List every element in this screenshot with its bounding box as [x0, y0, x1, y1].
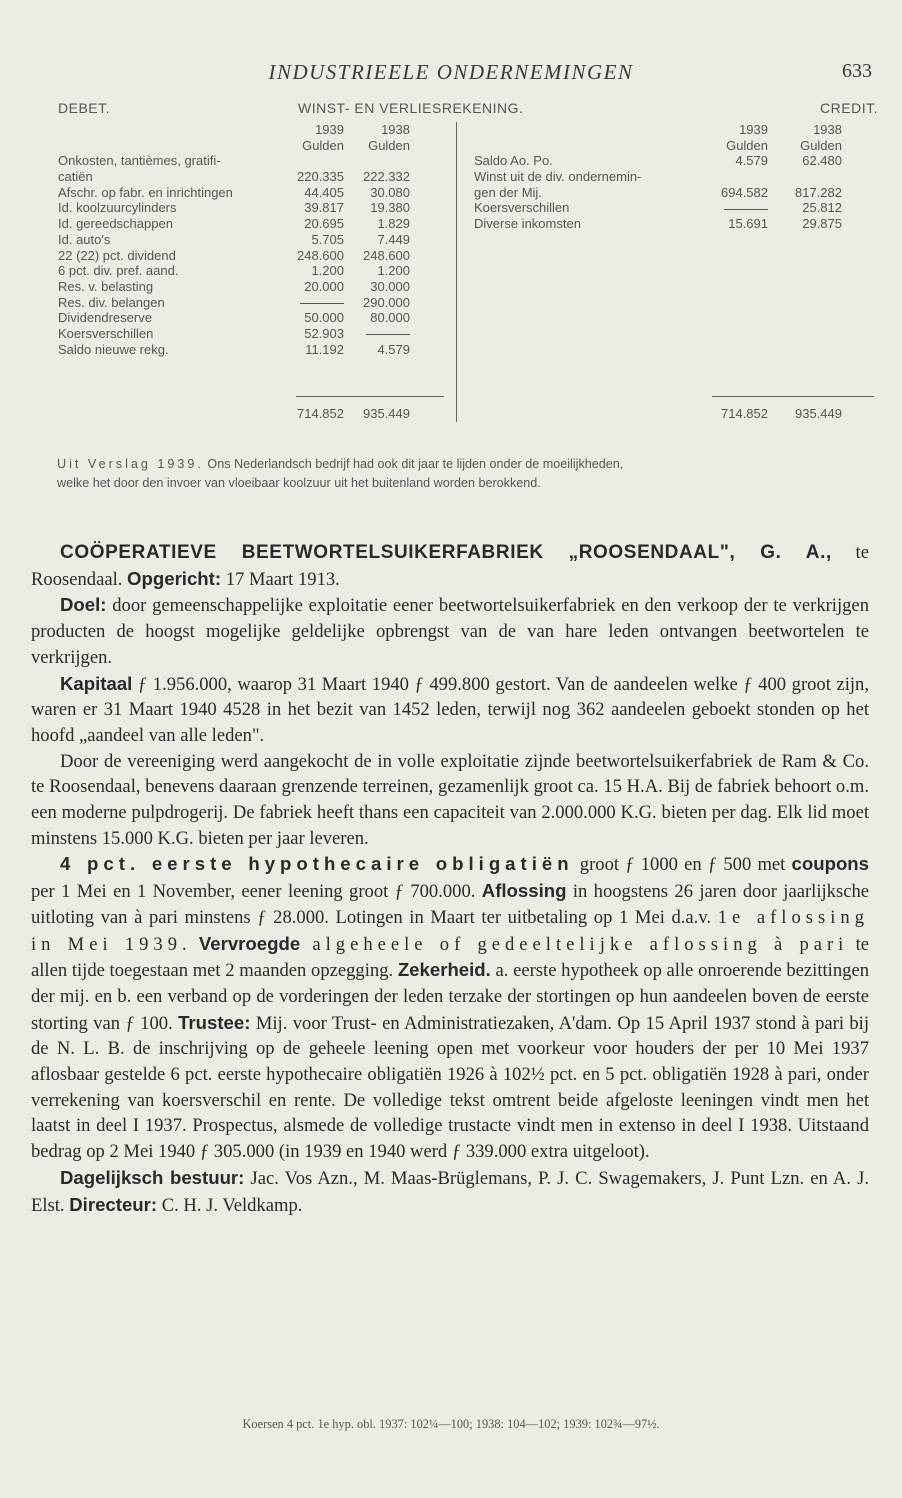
credit-value-1938: 25.812 [802, 200, 842, 216]
entry-factory: Door de vereeniging werd aangekocht de in volle exploitatie zijnde beetwortelsuikerfabriek de Ram & Co. te Roosendaal, benevens daaraan grenzende terreinen, gezamenlijk groot ca. 15 H.A. Bij de fabriek behoort o.m. een moderne pulpdrogerij. De fabriek heeft thans een capaciteit van 2.000.000 K.G. bieten per dag. Elk lid moet minstens 15.000 K.G. bieten per jaar leveren. [31, 750, 869, 849]
credit-value-1938 [786, 169, 842, 185]
debit-value-1938: 1.829 [377, 216, 410, 232]
debit-item-label: Id. gereedschappen [58, 216, 173, 232]
credit-item-label: Koersverschillen [474, 200, 570, 216]
credit-value-1939 [718, 200, 768, 216]
report-note [57, 455, 877, 493]
debit-value-1939: 248.600 [297, 247, 344, 263]
credit-values-1938 [786, 153, 842, 231]
debit-item-label: Dividendreserve [58, 310, 152, 326]
credit-value-1939: 694.582 [721, 184, 768, 200]
company-name: COÖPERATIEVE BEETWORTELSUIKERFABRIEK „ROOSENDAAL", G. A., [60, 542, 832, 563]
debit-value-1939 [294, 153, 344, 169]
credit-item-label: Diverse inkomsten [474, 216, 581, 232]
debit-item-label: Saldo nieuwe rekg. [58, 341, 169, 357]
credit-value-1938: 29.875 [802, 216, 842, 232]
debit-value-1939: 20.695 [304, 216, 344, 232]
debit-value-1938: 4.579 [377, 341, 410, 357]
credit-total-1939: 714.852 [721, 406, 768, 421]
debit-value-1939 [294, 295, 344, 311]
page-number: 633 [842, 60, 872, 82]
credit-item-label: gen der Mij. [474, 184, 542, 200]
price-footnote: Koersen 4 pct. 1e hyp. obl. 1937: 102¼—100; 1938: 104—102; 1939: 102¾—97½. [242, 1417, 660, 1431]
debit-total-1938: 935.449 [363, 406, 410, 421]
debit-value-1938: 19.380 [370, 200, 410, 216]
debit-item-label: catiën [58, 169, 93, 185]
debit-item-label: Id. koolzuurcylinders [58, 200, 177, 216]
debit-year-1939-header: 1939 Gulden [302, 122, 344, 153]
debit-total-rule [296, 396, 444, 397]
debit-value-1938: 80.000 [370, 310, 410, 326]
debit-value-1939: 1.200 [311, 263, 344, 279]
debit-value-1938 [356, 326, 410, 342]
debit-value-1939: 220.335 [297, 169, 344, 185]
nil-dash [300, 303, 344, 304]
note-lead: Uit Verslag 1939. [57, 457, 204, 471]
debit-item-label: 22 (22) pct. dividend [58, 247, 176, 263]
debit-value-1939: 5.705 [311, 231, 344, 247]
debit-value-1939: 11.192 [305, 341, 344, 357]
debit-value-1938: 1.200 [377, 263, 410, 279]
credit-item-label: Winst uit de div. ondernemin- [474, 169, 642, 185]
profit-loss-account [58, 100, 878, 425]
running-head-title: INDUSTRIEELE ONDERNEMINGEN [268, 60, 634, 84]
debit-value-1938: 30.080 [370, 184, 410, 200]
debit-values-1939 [294, 153, 344, 357]
debit-item-label: 6 pct. div. pref. aand. [58, 263, 179, 279]
note-text-2: welke het door den invoer van vloeibaar koolzuur uit het buitenland worden berokkend. [57, 476, 541, 490]
ledger-divider [456, 122, 457, 422]
debit-value-1938: 248.600 [363, 247, 410, 263]
nil-dash [366, 334, 410, 335]
debit-item-label: Afschr. op fabr. en inrichtingen [58, 184, 233, 200]
credit-year-1939-header: 1939 Gulden [726, 122, 768, 153]
entry-intro: COÖPERATIEVE BEETWORTELSUIKERFABRIEK „ROOSENDAAL", G. A., te Roosendaal. Opgericht: 17 Maart 1913. [31, 542, 869, 590]
running-head [0, 60, 902, 88]
credit-total-rule [712, 396, 874, 397]
debit-values-1938 [356, 153, 410, 357]
debit-value-1939: 39.817 [304, 200, 344, 216]
credit-labels [474, 153, 719, 231]
note-text-1: Ons Nederlandsch bedrijf had ook dit jaar te lijden onder de moeilijkheden, [203, 457, 624, 471]
credit-value-1939: 15.691 [728, 216, 768, 232]
ledger-title: WINST- EN VERLIESREKENING. [298, 100, 524, 116]
credit-item-label: Saldo Ao. Po. [474, 153, 553, 169]
debit-value-1939: 52.903 [304, 325, 344, 341]
credit-values-1939 [718, 153, 768, 231]
credit-value-1938: 817.282 [795, 184, 842, 200]
debit-year-1938-header: 1938 Gulden [368, 122, 410, 153]
debit-value-1938: 7.449 [377, 231, 410, 247]
entry-capital: Kapitaal ƒ 1.956.000, waarop 31 Maart 1940 ƒ 499.800 gestort. Van de aandeelen welke ƒ 400 groot zijn, waren er 31 Maart 1940 4528 in het bezit van 1452 leden, terwijl nog 362 aandeelen geboekt stonden op het hoofd „aandeel van alle leden". [31, 672, 869, 746]
credit-value-1938: 62.480 [802, 153, 842, 169]
debit-value-1938 [356, 153, 410, 169]
debit-value-1938: 222.332 [363, 169, 410, 185]
nil-dash [724, 209, 768, 210]
debit-value-1938: 290.000 [363, 294, 410, 310]
debit-item-label: Id. auto's [58, 231, 111, 247]
debit-label: DEBET. [58, 100, 111, 116]
credit-year-1938-header: 1938 Gulden [800, 122, 842, 153]
debit-labels [58, 153, 288, 357]
debit-item-label: Koersverschillen [58, 325, 154, 341]
debit-item-label: Res. v. belasting [58, 278, 154, 294]
company-entry [31, 540, 869, 1218]
debit-value-1939: 50.000 [304, 310, 344, 326]
debit-total-1939: 714.852 [297, 406, 344, 421]
credit-value-1939 [718, 169, 768, 185]
debit-item-label: Res. div. belangen [58, 294, 165, 310]
debit-value-1939: 20.000 [304, 278, 344, 294]
entry-purpose: Doel: door gemeenschappelijke exploitatie eener beetwortelsuikerfabriek en den verkoop der te verkrijgen producten de hoogst mogelijke geldelijke opbrengst van de van hare leden ontvangen beetwortelen te verkrijgen. [31, 594, 869, 668]
credit-value-1939: 4.579 [735, 153, 768, 169]
credit-total-1938: 935.449 [795, 406, 842, 421]
founded-label: Opgericht: [127, 567, 222, 589]
debit-value-1938: 30.000 [370, 278, 410, 294]
debit-value-1939: 44.405 [304, 184, 344, 200]
entry-bonds: 4 pct. eerste hypothecaire obligatiën groot ƒ 1000 en ƒ 500 met coupons per 1 Mei en 1 November, eener leening groot ƒ 700.000. Aflossing in hoogstens 26 jaren door jaarlijksche uitloting van à pari minstens ƒ 28.000. Lotingen in Maart ter uitbetaling op 1 Mei d.a.v. 1e aflossing in Mei 1939. Vervroegde algeheele of gedeeltelijke aflossing à pari te allen tijde toegestaan met 2 maanden opzegging. Zekerheid. a. eerste hypotheek op alle onroerende bezittingen der mij. en b. een verband op de vorderingen der leden terzake der stortingen op hun aandeelen boven de eerste storting van ƒ 100. Trustee: Mij. voor Trust- en Administratiezaken, A'dam. Op 15 April 1937 stond à pari bij de N. L. B. de inschrijving op de geheele leening open met voorkeur voor houders der per 10 Mei 1937 aflosbaar gestelde 6 pct. eerste hypothecaire obligatiën 1926 à 102½ pct. en 5 pct. obligatiën 1928 à pari, onder verrekening van koersverschil en rente. De volledige tekst omtrent beide afgeloste leeningen vindt men het laatst in deel I 1937. Prospectus, alsmede de volledige trustacte vindt men in extenso in deel I 1938. Uitstaand bedrag op 2 Mei 1940 ƒ 305.000 (in 1939 en 1940 werd ƒ 339.000 extra uitgeloot). [31, 853, 870, 1163]
debit-item-label: Onkosten, tantièmes, gratifi- [58, 153, 221, 169]
credit-label: CREDIT. [820, 100, 878, 116]
entry-board: Dagelijksch bestuur: Jac. Vos Azn., M. Maas-Brüglemans, P. J. C. Swagemakers, J. Punt Lzn. en A. J. Elst. Directeur: C. H. J. Veldkamp. [31, 1166, 870, 1216]
